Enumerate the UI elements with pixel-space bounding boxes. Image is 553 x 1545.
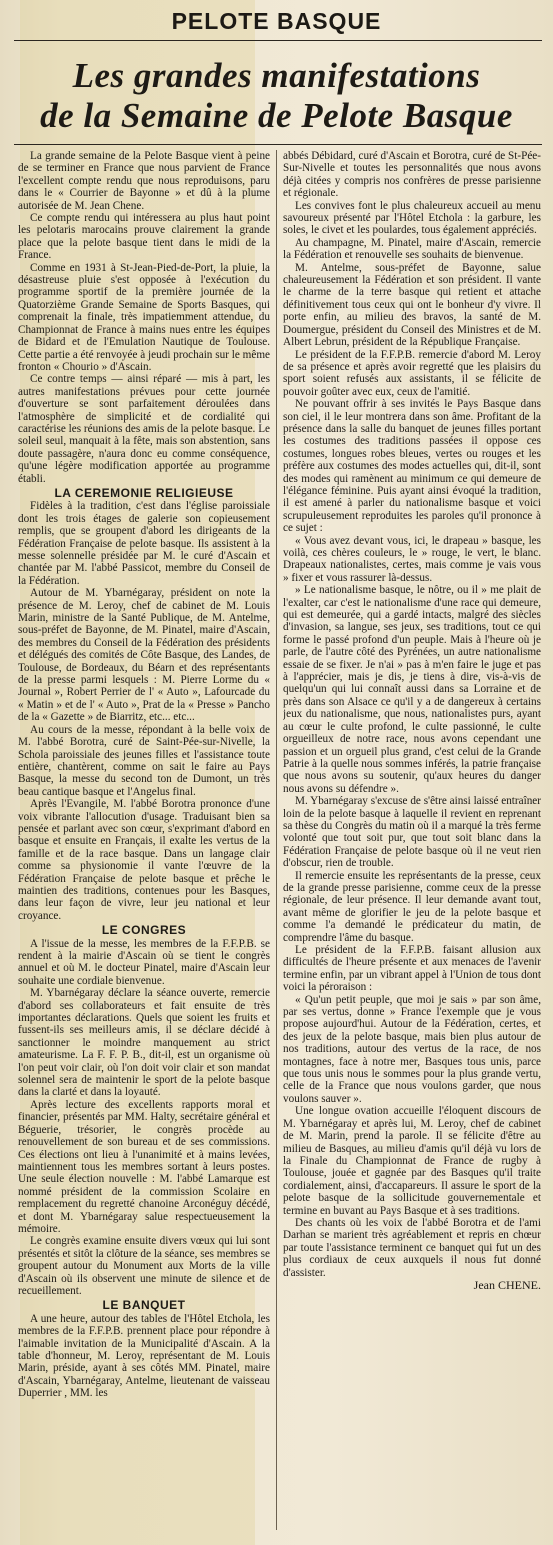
article-paragraph: Au cours de la messe, répondant à la belle voix de M. l'abbé Borotra, curé de Saint-Pée-sur-Nivelle, la Schola paroissiale des jeunes filles et l'assistance toute entière, chantèrent, comme on sait le faire au Pays Basque, la messe du second ton de Dumont, un très beau cantique basque et l'Angelus final. bbox=[18, 723, 270, 798]
headline-line-2: de la Semaine de Pelote Basque bbox=[40, 96, 513, 135]
article-paragraph: Après lecture des excellents rapports moral et financier, présentés par MM. Halty, secrétaire général et Béguerie, trésorier, le congrès procède au renouvellement de son bureau et de ses commissions. Ces élections ont lieu à l'unanimité et à mains levées, maintiennent tous les membres sortant à leurs postes. Une seule élection nouvelle : M. l'abbé Lamarque est nommé président de la commission Scolaire en remplacement du regretté chanoine Arconéguy décédé, et dont M. Ybarnégaray salue respectueusement la mémoire. bbox=[18, 1098, 270, 1235]
author-signature: Jean CHENE. bbox=[473, 1277, 541, 1292]
article-paragraph: Le congrès examine ensuite divers vœux qui lui sont présentés et sitôt la clôture de la séance, ses membres se groupent autour du Monument aux Morts de la ville d'Ascain où ils observent une minute de silence et de recueillement. bbox=[18, 1235, 270, 1297]
article-paragraph: Des chants où les voix de l'abbé Borotra et de l'ami Darhan se marient très agréablement et repris en chœur par toute l'assistance terminent ce banquet qui fut un des plus cordiaux de ceux auxquels il nous fut donné d'assister. bbox=[283, 1216, 541, 1279]
section-heading: LE CONGRES bbox=[101, 923, 187, 938]
article-paragraph: Autour de M. Ybarnégaray, président on note la présence de M. Leroy, chef de cabinet de M. Louis Marin, ministre de la Santé Publique, de M. Antelme, sous-préfet de Bayonne, de M. Pinatel, maire d'Ascain, des membres du Conseil de la Fédération des présidents et délégués des comités de Côte Basque, des Landes, de Toulouse, de Bordeaux, du Béarn et des représentants de la presse parmi lesquels : M. Pierre Lorme du « Journal », Robert Perrier de l' « Auto », Lafourcade du « Matin » et de l' « Auto », Prat de la « Presse » Pancho de la « Gazette » de Biarritz, etc... etc... bbox=[18, 587, 270, 724]
speech-quote: » Le nationalisme basque, le nôtre, ou il » me plait de l'exalter, car c'est le nationalisme d'une race qui demeure, qui est demeurée, qui a gardé intacts, malgré des siècles d'invasion, sa langue, ses jeux, ses traditions, tout ce qui forme le passé profond d'un peuple. Mais à l'heure où je parle, de l'autre côté des Pyrénées, un autre nationalisme essaie de se fixer. Je n'ai » pas à m'en faire le juge et pas à l'apprécier, mais je dis, je tiens à dire, vis-à-vis de quelqu'un qui lui connaît aussi dans sa Lorraine et de près dans son Alsace ce qu'il y a de dangereux à certains jeux du nationalisme, que nous, nationalistes purs, ayant au cœur le culte profond, le culte passionné, le culte orgueilleux de notre race, nous avons cependant une passion et un orgueil plus grand, c'est celui de la Grande Patrie à la quelle nous sommes inférés, la patrie française que nous avons su soutenir, qu'aux heures du danger nous avons su défendre ». bbox=[283, 584, 541, 795]
speech-quote: « Qu'un petit peuple, que moi je sais » par son âme, par ses vertus, donne » France l'exemple que je vous propose aujourd'hui. Autour de la Fédération, certes, et des jeux de la pelote basque, mais bien plus autour de nos traditions, autour des vertus de la race, de nos montagnes, face à notre mer, Basques tous unis, parce que tous unis nous le sommes pour la plus grande vertu, celle de la France que nous voulons garder, que nous voulons sauver ». bbox=[283, 993, 541, 1105]
article-paragraph: Fidèles à la tradition, c'est dans l'église paroissiale dont les trois étages de galerie son copieusement remplis, que se groupent d'abord les dirigeants de la Fédération Française de pelote basque. Ils assistent à la messe solennelle présidée par M. le curé d'Ascain et chantée par M. l'abbé Passicot, membre du Conseil de la Fédération. bbox=[18, 500, 270, 587]
article-paragraph: abbés Débidard, curé d'Ascain et Borotra, curé de St-Pée-Sur-Nivelle et toutes les personnalités que nous avons déjà citées y compris nos confrères de presse parisienne et régionale. bbox=[283, 150, 541, 200]
article-paragraph: M. Ybarnégaray s'excuse de s'être ainsi laissé entraîner loin de la pelote basque à laquelle il revient en reprenant sa thèse du Congrès du matin où il a marqué la très ferme volonté que tout soit pur, que tout soit blanc dans la Fédération Française de pelote basque où il ne veut rien d'obscur, rien de trouble. bbox=[283, 795, 541, 870]
article-paragraph: Ce compte rendu qui intéressera au plus haut point les pelotaris marocains prouve clairement la grande place que la pelote basque tient dans le midi de la France. bbox=[18, 212, 270, 262]
headline-line-1: Les grandes manifestations bbox=[72, 56, 481, 95]
section-heading: LA CEREMONIE RELIGIEUSE bbox=[54, 485, 234, 500]
article-left-column bbox=[18, 150, 270, 1540]
article-right-column bbox=[283, 150, 541, 1540]
article-paragraph: Il remercie ensuite les représentants de la presse, ceux de la grande presse parisienne, comme ceux de la presse régionale, de leur présence. Il leur demande avant tout, avant même de glorifier le jeu de la pelote basque et comme l'a demandé le prédicateur du matin, de comprendre l'âme du basque. bbox=[283, 869, 541, 944]
article-paragraph: Après l'Evangile, M. l'abbé Borotra prononce d'une voix vibrante l'allocution d'usage. Traduisant bien sa pensée et parlant avec son cœur, s'exprimant d'abord en basque et ensuite en Français, il exalte les vertus de la famille et de la race basque. Dans un langage clair comme sa physionomie il vante l'œuvre de la Fédération Française de pelote basque et prêche le maintien des traditions, contenues pour les Basques, dans leur façon de vivre, leur jeu national et leur croyance. bbox=[18, 798, 270, 922]
speech-quote: « Vous avez devant vous, ici, le drapeau » basque, les voilà, ces chères couleurs, le » rouge, le vert, le blanc. Drapeaux nationalistes, certes, mais comme je vais vous » fixer et vous rassurer là-dessus. bbox=[283, 534, 541, 584]
article-paragraph: Une longue ovation accueille l'éloquent discours de M. Ybarnégaray et après lui, M. Leroy, chef de cabinet de M. Marin, prend la parole. Il se félicite d'être au milieu de Basques, au milieu d'amis qu'il déjà vu lors de la Finale du Championnat de France de rugby à Toulouse, jouée et gagnée par des Basques qu'il traite cordialement, ainsi, d'accapareurs. Il assure le sport de la pelote basque de la sollicitude gouvernementale et termine en buvant au Pays Basque et à ses traditions. bbox=[283, 1105, 541, 1217]
article-paragraph: Au champagne, M. Pinatel, maire d'Ascain, remercie la Fédération et renouvelle ses souhaits de bienvenue. bbox=[283, 236, 541, 262]
article-paragraph: Les convives font le plus chaleureux accueil au menu savoureux présenté par l'Hôtel Etchola : la garbure, les soles, le civet et les poulardes, tous également appréciés. bbox=[283, 199, 541, 237]
section-heading: LE BANQUET bbox=[102, 1298, 186, 1313]
article-paragraph: M. Ybarnégaray déclare la séance ouverte, remercie d'abord ses collaborateurs et fait ensuite de très importantes déclarations. Quels que soient les fruits et fussent-ils ses meilleurs amis, il se déclare décidé à sanctionner le moindre manquement au strict amateurisme. La F. F. P. B., dit-il, est un organisme où l'on peut voir clair, où l'on doit voir clair et son mandat solennel sera de maintenir le sport de la pelote basque dans la clarté et dans la loyauté. bbox=[18, 987, 270, 1099]
article-paragraph: Le président de la F.F.P.B. faisant allusion aux difficultés de l'heure présente et aux menaces de l'avenir termine enfin, par un vibrant appel à l'Union de tous dont voici la péroraison : bbox=[283, 944, 541, 994]
article-paragraph: A l'issue de la messe, les membres de la F.F.P.B. se rendent à la mairie d'Ascain où se tient le congrès annuel et où M. le docteur Pinatel, maire d'Ascain leur souhaite une cordiale bienvenue. bbox=[18, 937, 270, 987]
headline-rule bbox=[14, 144, 542, 145]
top-rule bbox=[14, 40, 542, 41]
article-paragraph: La grande semaine de la Pelote Basque vient à peine de se terminer en France que nous parvient de France l'excellent compte rendu que nous reproduisons, paru dans le « Courrier de Bayonne » et dû à la plume autorisée de M. Jean Chene. bbox=[18, 150, 270, 212]
article-paragraph: Ce contre temps — ainsi réparé — mis à part, les autres manifestations prévues pour cette journée d'ouverture se sont parfaitement déroulées dans l'atmosphère de simplicité et de cordialité qui caractérise les réunions des amis de la pelote basque. Le soleil seul, manquait à la fête, mais son abstention, sans doute passagère, n'aura donc eu comme conséquence, qu'une légère modification apportée au programme établi. bbox=[18, 373, 270, 485]
article-paragraph: A une heure, autour des tables de l'Hôtel Etchola, les membres de la F.F.P.B. prennent place pour répondre à l'aimable invitation de la Municipalité d'Ascain. A la table d'honneur, M. Leroy, représentant de M. Louis Marin, préside, ayant à ses côtés MM. Pinatel, maire d'Ascain, Ybarnégaray, Antelme, lieutenant de vaisseau Duperrier , MM. les bbox=[18, 1312, 270, 1400]
article-paragraph: Comme en 1931 à St-Jean-Pied-de-Port, la pluie, la désastreuse pluie s'est opposée à l'exécution du programme sportif de la première journée de la Quatorzième Grande Semaine de Sports Basques, qui comprenait la finale, très impatiemment attendue, du Championnat de France à mains nues entre les équipes de Bidard et de l'Emulation Nautique de Toulouse. Cette partie a été renvoyée à jeudi prochain sur le même fronton « Chourio » d'Ascain. bbox=[18, 261, 270, 373]
section-kicker: PELOTE BASQUE bbox=[171, 8, 382, 34]
article-paragraph: Le président de la F.F.P.B. remercie d'abord M. Leroy de sa présence et après avoir regretté que les plaisirs du sport soient refusés aux assistants, il se félicite de pouvoir goûter avec eux, ceux de l'amitié. bbox=[283, 348, 541, 398]
article-paragraph: Ne pouvant offrir à ses invités le Pays Basque dans son ciel, il le leur montrera dans son âme. Profitant de la présence dans la salle du banquet de jeunes filles portant les costumes des traditions passées il oppose ces costumes, longues robes bleues, vertes ou rouges et les préfère aux costumes des modes actuelles qui, dit-il, sont des modes qui ramènent au minimum ce qui demeure de l'élégance féminine. Puis ayant ainsi évoqué la tradition, il est amené à parler du nationalisme basque et voici scrupuleusement reproduites les paroles qu'il prononce à ce sujet : bbox=[283, 398, 541, 535]
column-divider bbox=[276, 150, 277, 1530]
article-paragraph: M. Antelme, sous-préfet de Bayonne, salue chaleureusement la Fédération et son président. Il vante le charme de la terre basque qui retient et attache définitivement tous ceux qui ont le bonheur d'y vivre. Il porte enfin, au milieu des bravos, la santé de M. Doumergue, président du Conseil des Ministres et de M. Albert Lebrun, président de la République Française. bbox=[283, 261, 541, 349]
